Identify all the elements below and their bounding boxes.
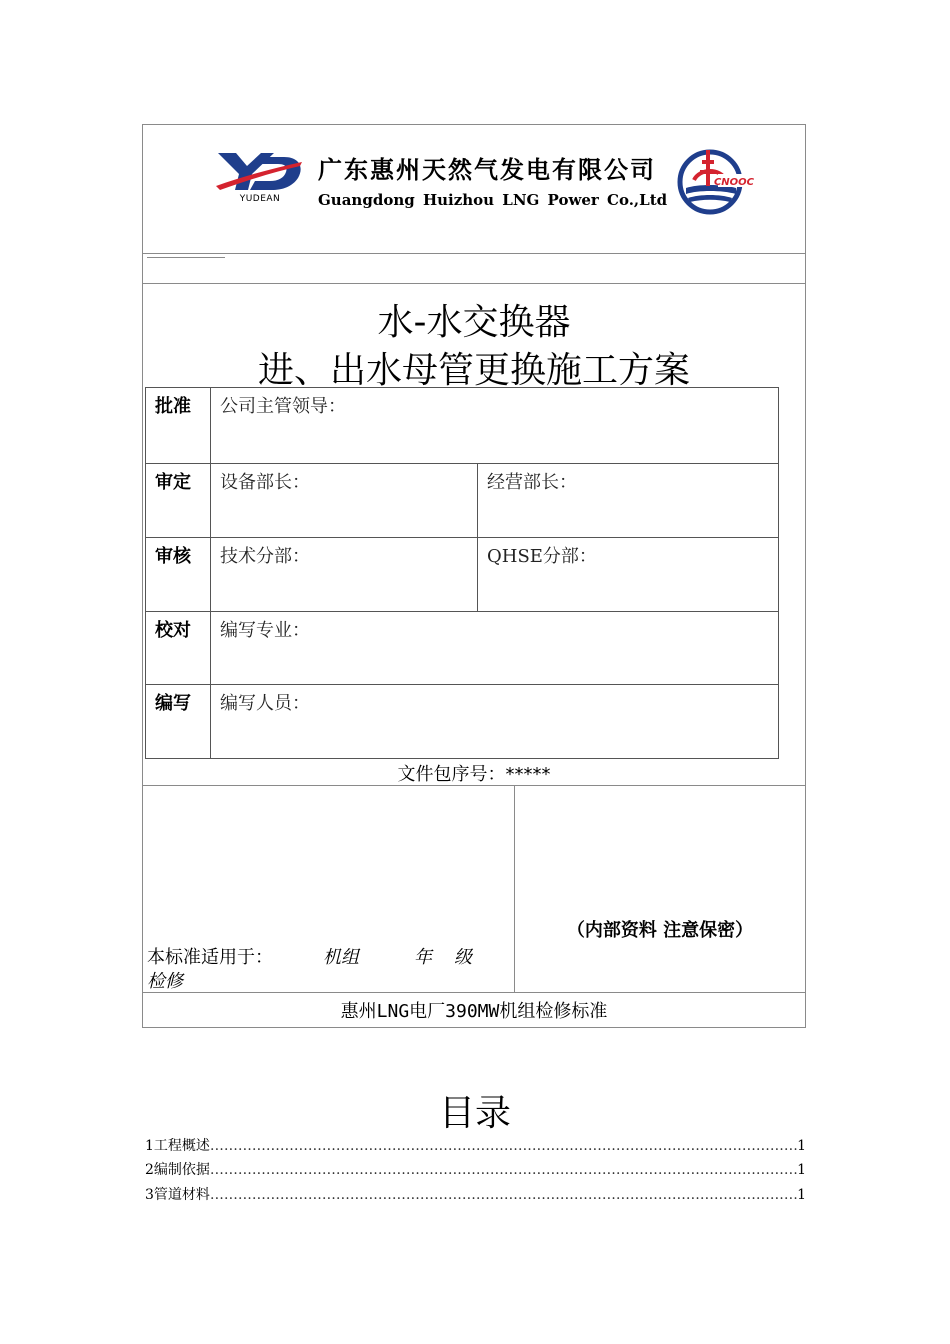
- company-name-en: Guangdong Huizhou LNG Power Co.,Ltd: [318, 191, 668, 209]
- toc-item-page: 1: [797, 1162, 806, 1178]
- toc-item-text: 3管道材料: [145, 1187, 210, 1203]
- approval-label: 校对: [146, 612, 211, 685]
- confidential-notice: （内部资料 注意保密）: [566, 920, 754, 941]
- approval-field: 技术分部：: [211, 538, 478, 612]
- toc-item-page: 1: [797, 1138, 806, 1154]
- approval-field: 经营部长：: [478, 464, 779, 538]
- doc-title-line1: 水-水交换器: [377, 302, 571, 343]
- approval-row-proofread: [146, 612, 779, 685]
- standard-top-divider: [142, 992, 806, 993]
- approval-label: 审核: [146, 538, 211, 612]
- cnooc-logo: [676, 144, 754, 220]
- toc-item[interactable]: [145, 1159, 806, 1179]
- applicability-unit: 机组: [323, 947, 359, 968]
- header-divider: [142, 253, 806, 254]
- toc-leader-dots: [210, 1187, 797, 1203]
- approval-field: 编写人员：: [211, 685, 779, 759]
- approval-row-approve: [146, 388, 779, 464]
- approval-field: 设备部长：: [211, 464, 478, 538]
- yudean-logo-mark: [214, 150, 304, 194]
- approval-row-review: [146, 538, 779, 612]
- standard-name: 惠州LNG电厂390MW机组检修标准: [340, 1001, 608, 1022]
- approval-table: [145, 387, 779, 759]
- doc-title-line2: 进、出水母管更换施工方案: [257, 350, 690, 391]
- toc-item[interactable]: [145, 1135, 806, 1155]
- applicability-line: [147, 943, 472, 969]
- approval-label: 批准: [146, 388, 211, 464]
- header-short-rule: [147, 257, 225, 258]
- bottom-split-divider: [514, 785, 515, 992]
- cnooc-logo-mark: [676, 144, 754, 216]
- toc-item-page: 1: [797, 1187, 806, 1203]
- approval-label: 审定: [146, 464, 211, 538]
- toc-title: 目录: [438, 1093, 511, 1134]
- title-top-divider: [142, 283, 806, 284]
- approval-row-author: [146, 685, 779, 759]
- document-serial-number: 文件包序号：*****: [397, 764, 551, 785]
- approval-row-determine: [146, 464, 779, 538]
- applicability-prefix: 本标准适用于：: [147, 947, 273, 968]
- applicability-level: 级: [454, 947, 472, 968]
- approval-field: 公司主管领导：: [211, 388, 779, 464]
- yudean-logo: [214, 150, 304, 198]
- toc-item-text: 2编制依据: [145, 1162, 210, 1178]
- yudean-logo-text: YUDEAN: [239, 194, 281, 204]
- approval-field: 编写专业：: [211, 612, 779, 685]
- applicability-suffix: 检修: [147, 971, 183, 992]
- toc-item-text: 1工程概述: [145, 1138, 210, 1154]
- toc-item[interactable]: [145, 1184, 806, 1204]
- toc-leader-dots: [210, 1162, 797, 1178]
- approval-label: 编写: [146, 685, 211, 759]
- applicability-year: 年: [414, 947, 432, 968]
- company-name-cn: 广东惠州天然气发电有限公司: [318, 156, 656, 184]
- approval-field: QHSE分部：: [478, 538, 779, 612]
- cnooc-logo-text: CNOOC: [713, 177, 754, 188]
- toc-leader-dots: [210, 1138, 797, 1154]
